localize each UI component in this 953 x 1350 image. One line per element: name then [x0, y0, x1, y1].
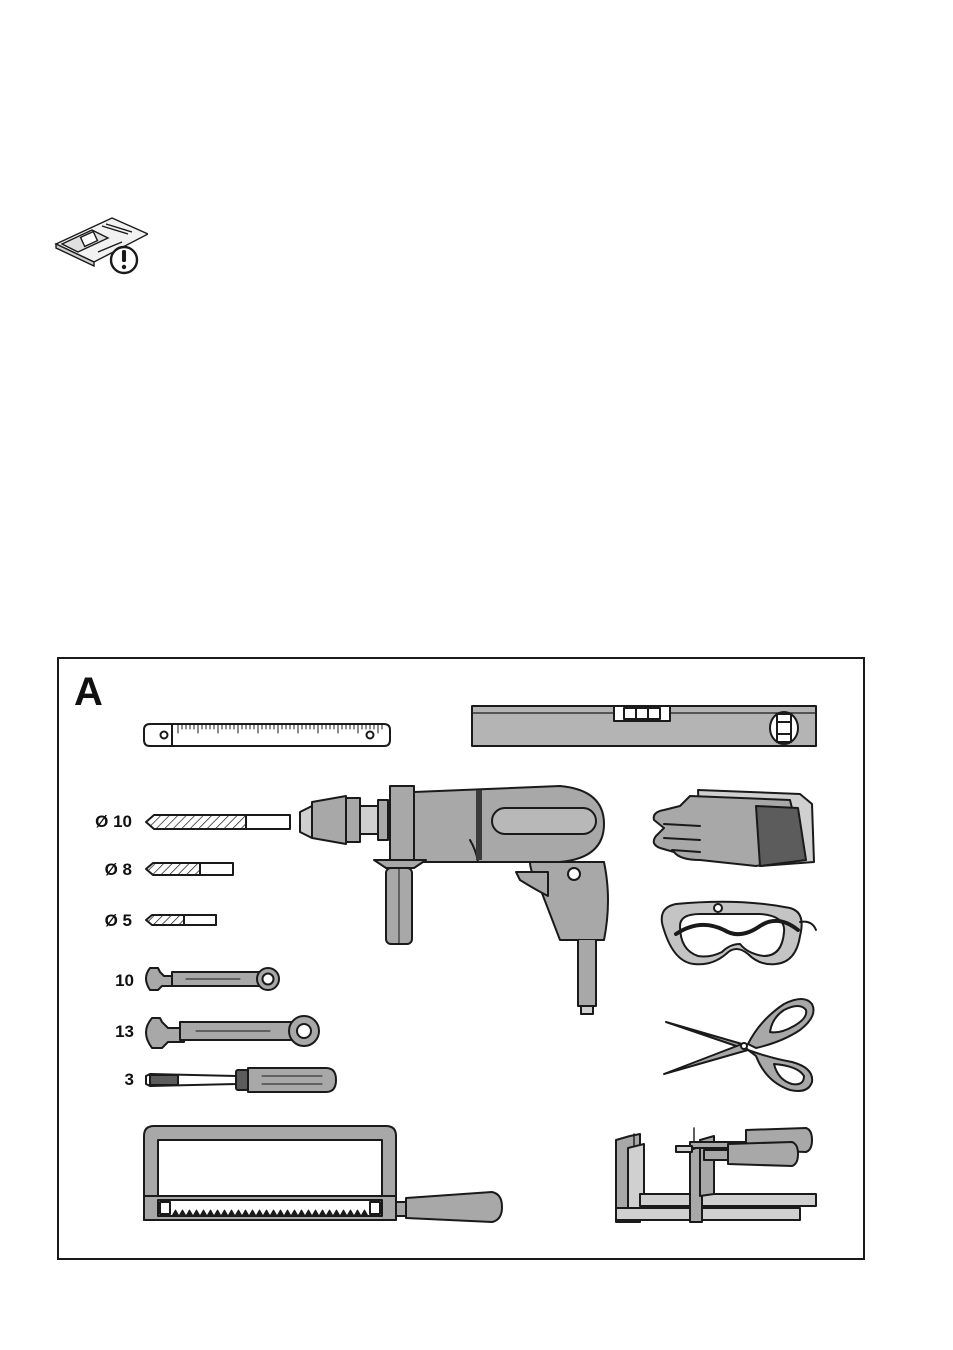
safety-goggles-icon [662, 902, 816, 965]
drill-bit-10-icon [146, 815, 290, 829]
hacksaw-icon [144, 1126, 502, 1222]
figure-letter: A [74, 670, 103, 714]
drill-bit-8-label: Ø 8 [104, 860, 132, 879]
drill-bit-8-icon [146, 863, 233, 875]
screwdriver-3-label: 3 [124, 1070, 134, 1089]
power-drill-icon [300, 786, 608, 1014]
screwdriver-icon [146, 1068, 336, 1092]
drill-bit-5-label: Ø 5 [104, 911, 132, 930]
wrench-13-label: 13 [115, 1022, 134, 1041]
spirit-level-icon [472, 706, 816, 746]
work-gloves-icon [654, 790, 814, 866]
drill-bit-10-label: Ø 10 [95, 812, 132, 831]
scissors-icon [664, 999, 814, 1091]
drill-bit-5-icon [146, 915, 216, 925]
folding-ruler-icon [144, 724, 390, 746]
wrench-10-label: 10 [115, 971, 134, 990]
wrench-13-icon [146, 1016, 319, 1048]
wrench-10-icon [146, 968, 279, 990]
bar-clamps-icon [616, 1128, 816, 1222]
